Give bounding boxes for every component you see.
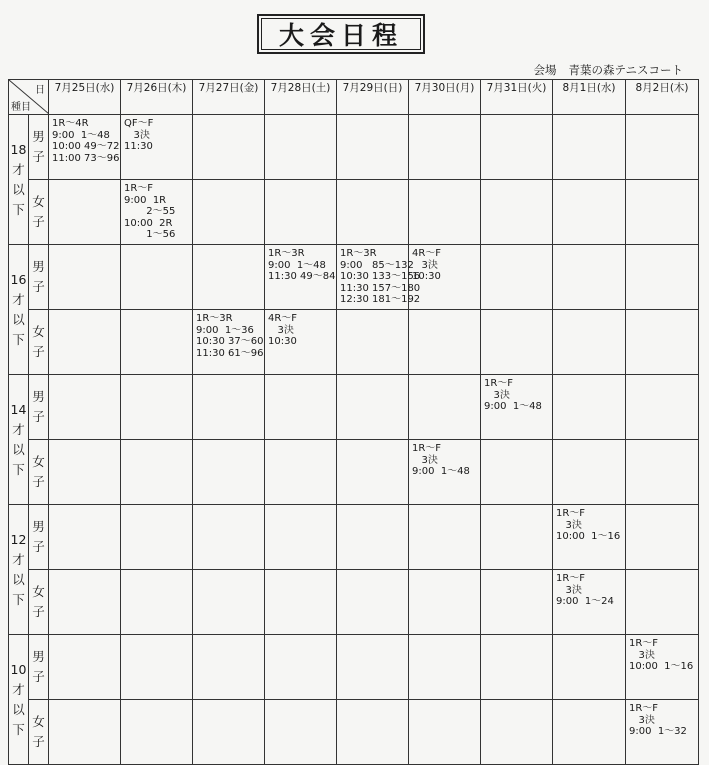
schedule-cell [193,180,265,245]
match-entry [553,505,625,543]
corner-top-label: 日 [35,85,45,96]
gender-char: 子 [32,734,45,749]
schedule-cell [626,700,699,765]
gender-char: 男 [32,649,45,664]
schedule-cell [193,245,265,310]
schedule-cell [49,700,121,765]
match-entry [553,570,625,608]
schedule-cell [193,635,265,700]
table-row [9,180,699,245]
date-header: 7月29日(日) [337,80,409,115]
schedule-cell [121,375,193,440]
schedule-cell [409,115,481,180]
table-row [9,440,699,505]
age-category-char: 下 [12,721,25,737]
gender-cell [29,375,49,440]
table-row [9,245,699,310]
date-header: 8月2日(木) [626,80,699,115]
match-line: 4R～F [412,248,442,259]
table-row [9,570,699,635]
schedule-cell [265,245,337,310]
date-header: 8月1日(水) [553,80,626,115]
schedule-cell [265,180,337,245]
venue-info [533,62,683,78]
match-entry [121,115,192,153]
gender-cell [29,180,49,245]
schedule-cell [337,635,409,700]
table-row [9,310,699,375]
table-row [9,700,699,765]
gender-cell [29,635,49,700]
match-entry [626,635,698,673]
match-line: 1R～F [629,703,659,714]
match-line: 1R～3R [196,313,233,324]
match-line: 10:30 37～60 [196,336,264,347]
schedule-cell [193,700,265,765]
schedule-cell [553,505,626,570]
gender-char: 女 [32,584,45,599]
schedule-cell [481,440,553,505]
schedule-cell [409,375,481,440]
match-line: 1R～F [124,183,154,194]
match-line: 9:00 1～48 [484,401,542,412]
schedule-cell [337,440,409,505]
match-line: 10:30 [268,336,297,347]
table-row [9,635,699,700]
date-header: 7月28日(土) [265,80,337,115]
gender-cell [29,115,49,180]
schedule-cell [553,635,626,700]
schedule-cell [481,115,553,180]
date-header: 7月26日(木) [121,80,193,115]
gender-cell [29,245,49,310]
schedule-cell [193,570,265,635]
match-line: 10:30 [412,271,441,282]
match-line: 9:00 1～36 [196,324,254,336]
schedule-cell [121,180,193,245]
gender-char: 男 [32,389,45,404]
venue-label: 会場 [533,63,557,77]
schedule-cell [481,310,553,375]
age-category-cell [9,115,29,245]
schedule-cell [121,570,193,635]
match-line: 12:30 181～192 [340,294,421,305]
age-category-char: 下 [12,331,25,347]
schedule-cell [553,115,626,180]
schedule-cell [409,180,481,245]
age-category-char: 14 [10,401,27,417]
match-line: 9:00 1～48 [268,259,326,271]
gender-char: 子 [32,409,45,424]
schedule-cell [121,310,193,375]
match-line: 3決 [629,714,655,726]
match-entry [193,310,264,359]
schedule-cell [337,115,409,180]
schedule-cell [121,440,193,505]
match-line: 3決 [556,584,582,596]
match-line: 1R～F [412,443,442,454]
match-line: 1～56 [124,229,176,240]
schedule-cell [337,570,409,635]
schedule-cell [409,570,481,635]
gender-cell [29,505,49,570]
match-entry [409,440,480,478]
age-category-char: 才 [12,291,25,307]
schedule-cell [481,570,553,635]
match-entry [626,700,698,738]
schedule-cell [121,635,193,700]
schedule-cell [626,310,699,375]
match-line: QF～F [124,118,154,129]
gender-char: 女 [32,454,45,469]
match-line: 3決 [268,324,294,336]
match-line: 9:00 1～48 [412,466,470,477]
schedule-cell [553,245,626,310]
schedule-cell [337,505,409,570]
schedule-cell [265,310,337,375]
schedule-cell [49,570,121,635]
match-line: 10:00 49～72 [52,141,120,152]
match-line: 11:30 49～84 [268,271,336,282]
schedule-cell [553,440,626,505]
age-category-char: 以 [12,311,25,327]
match-line: 3決 [124,129,150,141]
gender-char: 子 [32,669,45,684]
schedule-cell [553,180,626,245]
age-category-char: 10 [10,661,27,677]
age-category-char: 以 [12,181,25,197]
schedule-cell [409,635,481,700]
age-category-char: 12 [10,531,27,547]
gender-char: 女 [32,194,45,209]
venue-name: 青葉の森テニスコート [568,63,683,77]
schedule-cell [193,505,265,570]
schedule-cell [49,180,121,245]
schedule-cell [626,570,699,635]
match-line: 10:00 1～16 [556,531,621,542]
match-line: 10:00 1～16 [629,661,694,672]
age-category-char: 以 [12,701,25,717]
match-entry [337,245,421,306]
match-line: 11:30 157～180 [340,282,421,294]
date-header: 7月31日(火) [481,80,553,115]
match-line: 1R～F [556,573,586,584]
schedule-cell [481,245,553,310]
schedule-cell [626,115,699,180]
schedule-cell [49,635,121,700]
schedule-cell [337,245,421,310]
schedule-cell [337,375,409,440]
match-line: 1R～3R [340,248,377,259]
date-header: 7月30日(月) [409,80,481,115]
match-line: 3決 [412,454,438,466]
schedule-cell [481,375,553,440]
match-entry [265,310,336,348]
match-line: 3決 [412,259,438,271]
gender-char: 男 [32,519,45,534]
match-line: 9:00 1R [124,194,167,206]
age-category-char: 16 [10,271,27,287]
table-row [9,375,699,440]
match-line: 1R～3R [268,248,305,259]
gender-char: 子 [32,149,45,164]
schedule-cell [409,245,481,310]
gender-cell [29,700,49,765]
gender-char: 女 [32,324,45,339]
gender-char: 女 [32,714,45,729]
schedule-cell [626,245,699,310]
age-category-char: 才 [12,421,25,437]
age-category-char: 才 [12,551,25,567]
schedule-cell [49,505,121,570]
match-line: 3決 [484,389,510,401]
schedule-cell [626,440,699,505]
schedule-cell [121,700,193,765]
schedule-cell [481,635,553,700]
match-line: 1R～F [484,378,514,389]
schedule-cell [121,505,193,570]
schedule-cell [481,505,553,570]
schedule-cell [49,115,121,180]
match-line: 11:30 [124,141,153,152]
schedule-cell [193,375,265,440]
match-line: 1R～F [556,508,586,519]
schedule-cell [121,245,193,310]
match-line: 9:00 85～132 [340,259,414,271]
header-row [9,80,699,115]
gender-char: 子 [32,604,45,619]
schedule-cell [265,635,337,700]
age-category-char: 下 [12,591,25,607]
age-category-char: 以 [12,441,25,457]
schedule-cell [265,570,337,635]
age-category-char: 才 [12,161,25,177]
match-line: 11:00 73～96 [52,152,120,164]
match-line: 4R～F [268,313,298,324]
schedule-cell [337,700,409,765]
corner-bottom-label: 種目 [11,102,31,113]
schedule-cell [626,635,699,700]
match-line: 9:00 1～24 [556,596,614,607]
gender-char: 子 [32,214,45,229]
schedule-cell [409,700,481,765]
match-line: 3決 [629,649,655,661]
schedule-cell [626,180,699,245]
schedule-cell [49,310,121,375]
age-category-char: 下 [12,461,25,477]
schedule-cell [49,245,121,310]
schedule-table [8,79,699,765]
age-category-cell [9,505,29,635]
gender-char: 子 [32,539,45,554]
schedule-cell [265,375,337,440]
schedule-cell [193,310,265,375]
schedule-cell [553,570,626,635]
schedule-cell [265,700,337,765]
schedule-cell [337,310,409,375]
age-category-cell [9,375,29,505]
schedule-cell [626,505,699,570]
schedule-cell [409,440,481,505]
corner-cell [9,80,49,115]
schedule-cell [409,310,481,375]
match-entry [481,375,552,413]
gender-cell [29,310,49,375]
gender-cell [29,570,49,635]
gender-char: 子 [32,344,45,359]
match-line: 9:00 1～32 [629,726,687,737]
schedule-cell [265,505,337,570]
age-category-cell [9,635,29,765]
age-category-char: 才 [12,681,25,697]
match-line: 1R～4R [52,118,89,129]
table-row [9,505,699,570]
schedule-cell [481,180,553,245]
schedule-cell [626,375,699,440]
schedule-cell [49,440,121,505]
match-entry [49,115,120,164]
schedule-body [9,115,699,765]
schedule-cell [193,115,265,180]
match-line: 9:00 1～48 [52,129,110,141]
gender-cell [29,440,49,505]
match-entry [121,180,192,241]
date-header: 7月25日(水) [49,80,121,115]
schedule-cell [265,440,337,505]
gender-char: 男 [32,129,45,144]
match-entry [409,245,480,283]
gender-char: 子 [32,474,45,489]
date-header: 7月27日(金) [193,80,265,115]
schedule-cell [49,375,121,440]
match-line: 3決 [556,519,582,531]
schedule-cell [193,440,265,505]
match-line: 10:00 2R [124,217,173,229]
match-line: 10:30 133～156 [340,271,421,282]
schedule-cell [553,700,626,765]
age-category-char: 以 [12,571,25,587]
match-line: 1R～F [629,638,659,649]
schedule-cell [481,700,553,765]
schedule-cell [121,115,193,180]
gender-char: 男 [32,259,45,274]
gender-char: 子 [32,279,45,294]
match-line: 11:30 61～96 [196,347,264,359]
schedule-cell [409,505,481,570]
page-title-text: 大会日程 [278,21,403,50]
age-category-cell [9,245,29,375]
age-category-char: 18 [10,141,27,157]
schedule-cell [553,310,626,375]
schedule-cell [553,375,626,440]
age-category-char: 下 [12,201,25,217]
table-row [9,115,699,180]
schedule-cell [265,115,337,180]
schedule-cell [337,180,409,245]
match-entry [265,245,336,283]
page-title [257,14,425,54]
match-line: 2～55 [124,206,176,217]
